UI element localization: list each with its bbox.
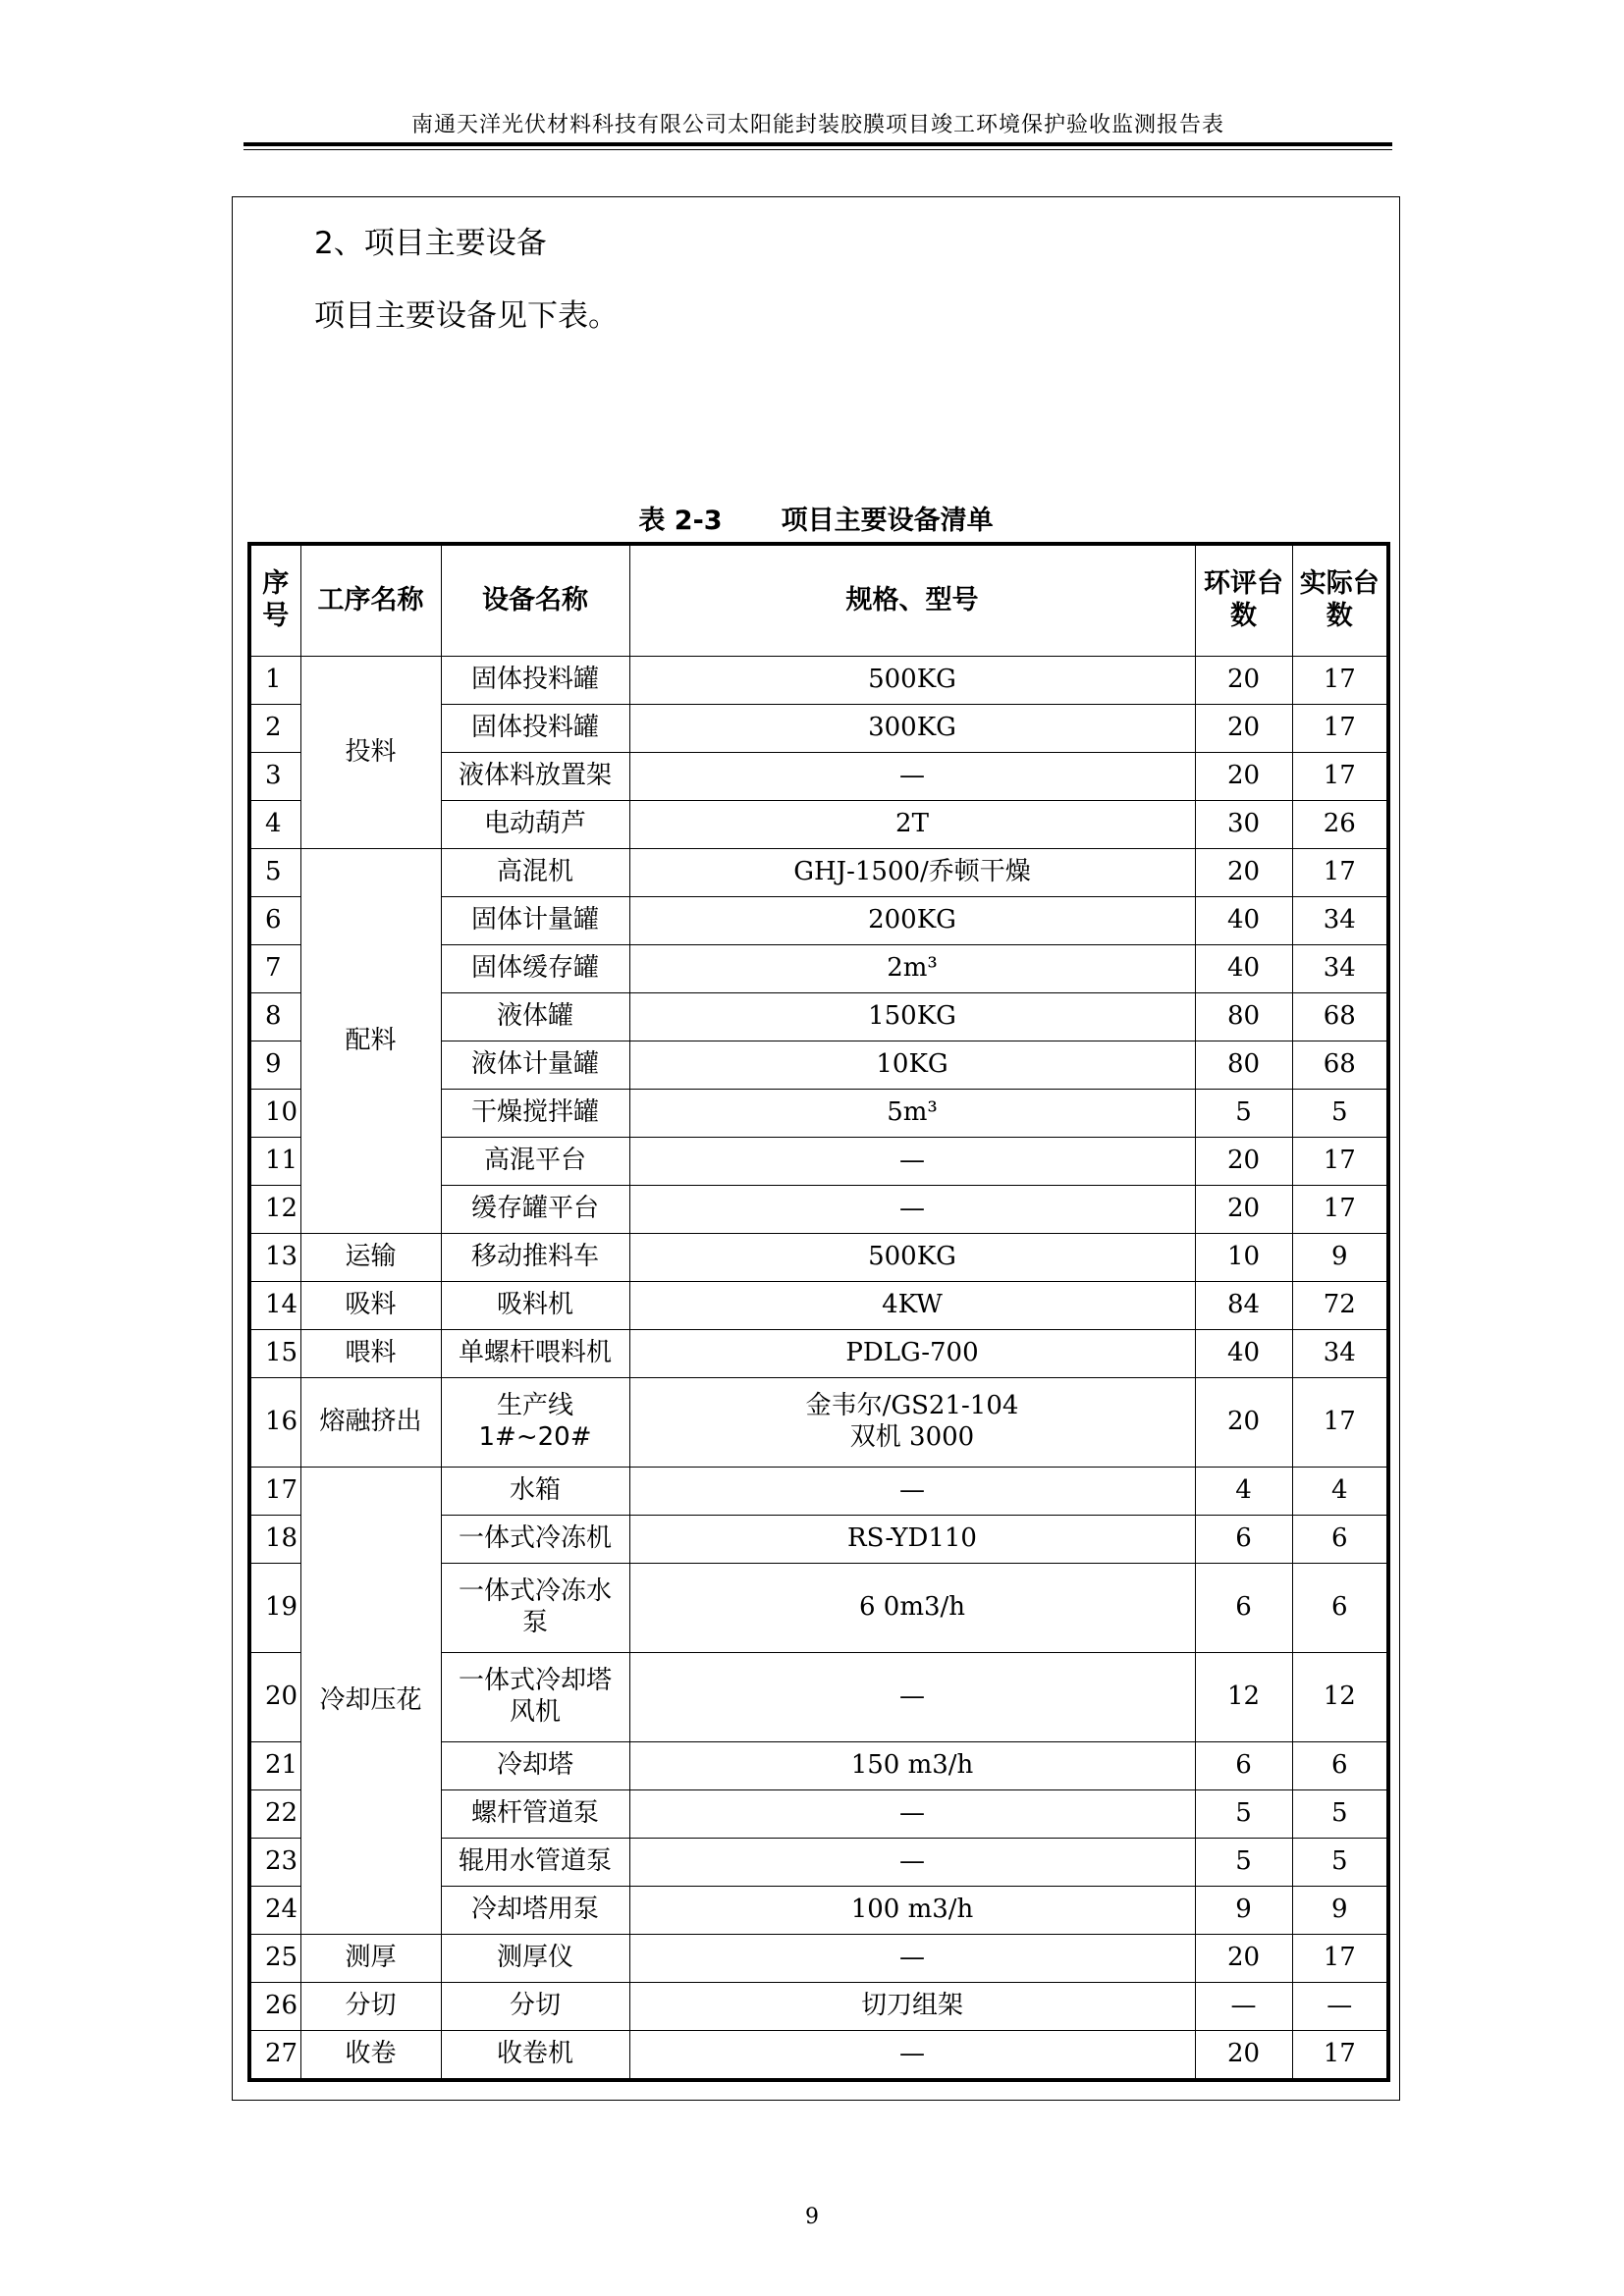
cell-eia-count: 40 xyxy=(1195,945,1292,993)
cell-spec: 5m³ xyxy=(629,1090,1195,1138)
cell-equipment: 液体罐 xyxy=(441,993,629,1041)
cell-actual-count: 17 xyxy=(1292,705,1388,753)
table-header-row xyxy=(249,544,1388,657)
cell-spec: PDLG-700 xyxy=(629,1330,1195,1378)
cell-eia-count: 30 xyxy=(1195,801,1292,849)
cell-seq: 9 xyxy=(249,1041,300,1090)
cell-actual-count: 34 xyxy=(1292,1330,1388,1378)
cell-spec: 500KG xyxy=(629,657,1195,705)
cell-equipment: 电动葫芦 xyxy=(441,801,629,849)
cell-seq: 22 xyxy=(249,1790,300,1839)
cell-seq: 21 xyxy=(249,1742,300,1790)
cell-spec: RS-YD110 xyxy=(629,1516,1195,1564)
col-header-eia-count: 环评台数 xyxy=(1195,544,1292,657)
cell-actual-count: 68 xyxy=(1292,1041,1388,1090)
cell-equipment: 固体计量罐 xyxy=(441,897,629,945)
cell-equipment: 液体计量罐 xyxy=(441,1041,629,1090)
cell-spec: — xyxy=(629,1138,1195,1186)
cell-seq: 20 xyxy=(249,1653,300,1742)
cell-seq: 25 xyxy=(249,1935,300,1983)
cell-equipment: 固体投料罐 xyxy=(441,705,629,753)
cell-equipment: 高混平台 xyxy=(441,1138,629,1186)
cell-spec: 200KG xyxy=(629,897,1195,945)
cell-spec: — xyxy=(629,1790,1195,1839)
cell-equipment: 生产线 1#~20# xyxy=(441,1378,629,1468)
cell-eia-count: 20 xyxy=(1195,849,1292,897)
cell-actual-count: 12 xyxy=(1292,1653,1388,1742)
cell-seq: 4 xyxy=(249,801,300,849)
equipment-table xyxy=(247,542,1390,2082)
cell-spec: 150 m3/h xyxy=(629,1742,1195,1790)
cell-spec-line: 双机 3000 xyxy=(849,1422,975,1452)
cell-equipment: 液体料放置架 xyxy=(441,753,629,801)
cell-seq: 13 xyxy=(249,1234,300,1282)
cell-eia-count: 5 xyxy=(1195,1790,1292,1839)
cell-eia-count: 10 xyxy=(1195,1234,1292,1282)
cell-spec: — xyxy=(629,1839,1195,1887)
cell-actual-count: 6 xyxy=(1292,1564,1388,1653)
cell-spec: — xyxy=(629,1468,1195,1516)
header-rule-thin xyxy=(244,149,1392,150)
col-header-equipment: 设备名称 xyxy=(441,544,629,657)
cell-seq: 5 xyxy=(249,849,300,897)
cell-process: 分切 xyxy=(300,1983,441,2031)
cell-eia-count: 40 xyxy=(1195,1330,1292,1378)
cell-spec: — xyxy=(629,1653,1195,1742)
cell-eia-count: 4 xyxy=(1195,1468,1292,1516)
cell-equipment: 测厚仪 xyxy=(441,1935,629,1983)
table-row xyxy=(249,1234,1388,1282)
cell-spec-line: 金韦尔/GS21-104 xyxy=(805,1391,1019,1421)
cell-eia-count: 20 xyxy=(1195,1935,1292,1983)
cell-process: 测厚 xyxy=(300,1935,441,1983)
cell-actual-count: 5 xyxy=(1292,1090,1388,1138)
cell-process: 熔融挤出 xyxy=(300,1378,441,1468)
cell-actual-count: 17 xyxy=(1292,1186,1388,1234)
cell-equipment-line: 泵 xyxy=(521,1608,548,1637)
col-header-spec: 规格、型号 xyxy=(629,544,1195,657)
cell-process: 运输 xyxy=(300,1234,441,1282)
cell-actual-count: 5 xyxy=(1292,1790,1388,1839)
cell-actual-count: 17 xyxy=(1292,849,1388,897)
cell-process: 投料 xyxy=(300,657,441,849)
cell-equipment: 缓存罐平台 xyxy=(441,1186,629,1234)
cell-seq: 24 xyxy=(249,1887,300,1935)
cell-actual-count: 68 xyxy=(1292,993,1388,1041)
cell-process: 冷却压花 xyxy=(300,1468,441,1935)
cell-actual-count: 4 xyxy=(1292,1468,1388,1516)
cell-equipment: 冷却塔用泵 xyxy=(441,1887,629,1935)
cell-seq: 11 xyxy=(249,1138,300,1186)
cell-eia-count: 12 xyxy=(1195,1653,1292,1742)
cell-actual-count: 17 xyxy=(1292,1935,1388,1983)
table-caption-title: 项目主要设备清单 xyxy=(781,506,994,536)
cell-equipment: 高混机 xyxy=(441,849,629,897)
cell-eia-count: 5 xyxy=(1195,1839,1292,1887)
col-header-seq: 序号 xyxy=(249,544,300,657)
cell-spec: — xyxy=(629,1935,1195,1983)
cell-equipment: 分切 xyxy=(441,1983,629,2031)
cell-equipment: 移动推料车 xyxy=(441,1234,629,1282)
cell-seq: 6 xyxy=(249,897,300,945)
cell-equipment: 水箱 xyxy=(441,1468,629,1516)
cell-eia-count: 20 xyxy=(1195,753,1292,801)
cell-actual-count: 17 xyxy=(1292,2031,1388,2081)
table-row xyxy=(249,849,1388,897)
table-row xyxy=(249,1983,1388,2031)
cell-equipment xyxy=(441,1653,629,1742)
cell-equipment: 螺杆管道泵 xyxy=(441,1790,629,1839)
cell-actual-count: 5 xyxy=(1292,1839,1388,1887)
cell-spec: 10KG xyxy=(629,1041,1195,1090)
cell-spec: 2m³ xyxy=(629,945,1195,993)
table-caption-number: 表 2-3 xyxy=(638,506,723,536)
table-caption xyxy=(232,499,1400,537)
cell-equipment: 固体缓存罐 xyxy=(441,945,629,993)
cell-eia-count: 20 xyxy=(1195,705,1292,753)
document-header: 南通天洋光伏材料科技有限公司太阳能封装胶膜项目竣工环境保护验收监测报告表 xyxy=(410,113,1224,137)
cell-equipment: 干燥搅拌罐 xyxy=(441,1090,629,1138)
cell-eia-count: 20 xyxy=(1195,657,1292,705)
cell-equipment: 一体式冷冻机 xyxy=(441,1516,629,1564)
cell-eia-count: 20 xyxy=(1195,1378,1292,1468)
cell-process: 喂料 xyxy=(300,1330,441,1378)
cell-equipment-line: 风机 xyxy=(509,1697,561,1727)
cell-equipment-line: 一体式冷冻水 xyxy=(458,1576,612,1607)
cell-actual-count: 34 xyxy=(1292,945,1388,993)
cell-eia-count: 40 xyxy=(1195,897,1292,945)
cell-process: 收卷 xyxy=(300,2031,441,2081)
table-row xyxy=(249,1330,1388,1378)
cell-process: 吸料 xyxy=(300,1282,441,1330)
cell-equipment: 收卷机 xyxy=(441,2031,629,2081)
cell-spec: — xyxy=(629,753,1195,801)
cell-actual-count: — xyxy=(1292,1983,1388,2031)
cell-equipment xyxy=(441,1564,629,1653)
header-rule xyxy=(244,142,1392,146)
cell-actual-count: 17 xyxy=(1292,1378,1388,1468)
cell-spec: 切刀组架 xyxy=(629,1983,1195,2031)
cell-spec: 100 m3/h xyxy=(629,1887,1195,1935)
cell-seq: 18 xyxy=(249,1516,300,1564)
cell-seq: 8 xyxy=(249,993,300,1041)
table-row xyxy=(249,657,1388,705)
cell-seq: 10 xyxy=(249,1090,300,1138)
section-heading: 2、项目主要设备 xyxy=(314,226,547,261)
cell-spec: GHJ-1500/乔顿干燥 xyxy=(629,849,1195,897)
cell-eia-count: 6 xyxy=(1195,1564,1292,1653)
cell-eia-count: 20 xyxy=(1195,2031,1292,2081)
cell-seq: 2 xyxy=(249,705,300,753)
cell-seq: 26 xyxy=(249,1983,300,2031)
cell-spec: 4KW xyxy=(629,1282,1195,1330)
cell-actual-count: 9 xyxy=(1292,1234,1388,1282)
cell-spec: 300KG xyxy=(629,705,1195,753)
cell-seq: 14 xyxy=(249,1282,300,1330)
cell-eia-count: 5 xyxy=(1195,1090,1292,1138)
section-intro: 项目主要设备见下表。 xyxy=(314,298,619,334)
cell-seq: 17 xyxy=(249,1468,300,1516)
col-header-actual-count: 实际台数 xyxy=(1292,544,1388,657)
cell-actual-count: 6 xyxy=(1292,1742,1388,1790)
cell-eia-count: 20 xyxy=(1195,1138,1292,1186)
cell-seq: 27 xyxy=(249,2031,300,2081)
cell-actual-count: 17 xyxy=(1292,753,1388,801)
cell-eia-count: 80 xyxy=(1195,993,1292,1041)
table-row xyxy=(249,1935,1388,1983)
table-row xyxy=(249,1468,1388,1516)
cell-process: 配料 xyxy=(300,849,441,1234)
cell-seq: 7 xyxy=(249,945,300,993)
cell-spec: 500KG xyxy=(629,1234,1195,1282)
table-row xyxy=(249,2031,1388,2081)
cell-actual-count: 26 xyxy=(1292,801,1388,849)
cell-equipment: 吸料机 xyxy=(441,1282,629,1330)
cell-seq: 23 xyxy=(249,1839,300,1887)
table-row xyxy=(249,1378,1388,1468)
cell-spec xyxy=(629,1378,1195,1468)
cell-spec: 150KG xyxy=(629,993,1195,1041)
cell-actual-count: 72 xyxy=(1292,1282,1388,1330)
col-header-process: 工序名称 xyxy=(300,544,441,657)
cell-eia-count: 20 xyxy=(1195,1186,1292,1234)
cell-spec: — xyxy=(629,1186,1195,1234)
cell-equipment: 辊用水管道泵 xyxy=(441,1839,629,1887)
table-row xyxy=(249,1282,1388,1330)
cell-seq: 16 xyxy=(249,1378,300,1468)
cell-spec: 2T xyxy=(629,801,1195,849)
cell-seq: 3 xyxy=(249,753,300,801)
cell-seq: 19 xyxy=(249,1564,300,1653)
cell-actual-count: 6 xyxy=(1292,1516,1388,1564)
cell-equipment: 冷却塔 xyxy=(441,1742,629,1790)
cell-actual-count: 17 xyxy=(1292,657,1388,705)
cell-eia-count: 80 xyxy=(1195,1041,1292,1090)
cell-equipment: 固体投料罐 xyxy=(441,657,629,705)
cell-seq: 15 xyxy=(249,1330,300,1378)
cell-equipment: 单螺杆喂料机 xyxy=(441,1330,629,1378)
cell-actual-count: 34 xyxy=(1292,897,1388,945)
page-number: 9 xyxy=(805,2205,819,2229)
cell-eia-count: — xyxy=(1195,1983,1292,2031)
cell-seq: 1 xyxy=(249,657,300,705)
cell-eia-count: 9 xyxy=(1195,1887,1292,1935)
cell-actual-count: 9 xyxy=(1292,1887,1388,1935)
cell-spec: 6 0m3/h xyxy=(629,1564,1195,1653)
cell-equipment-line: 一体式冷却塔 xyxy=(458,1666,612,1696)
cell-seq: 12 xyxy=(249,1186,300,1234)
cell-eia-count: 6 xyxy=(1195,1516,1292,1564)
cell-eia-count: 6 xyxy=(1195,1742,1292,1790)
cell-actual-count: 17 xyxy=(1292,1138,1388,1186)
cell-spec: — xyxy=(629,2031,1195,2081)
cell-eia-count: 84 xyxy=(1195,1282,1292,1330)
